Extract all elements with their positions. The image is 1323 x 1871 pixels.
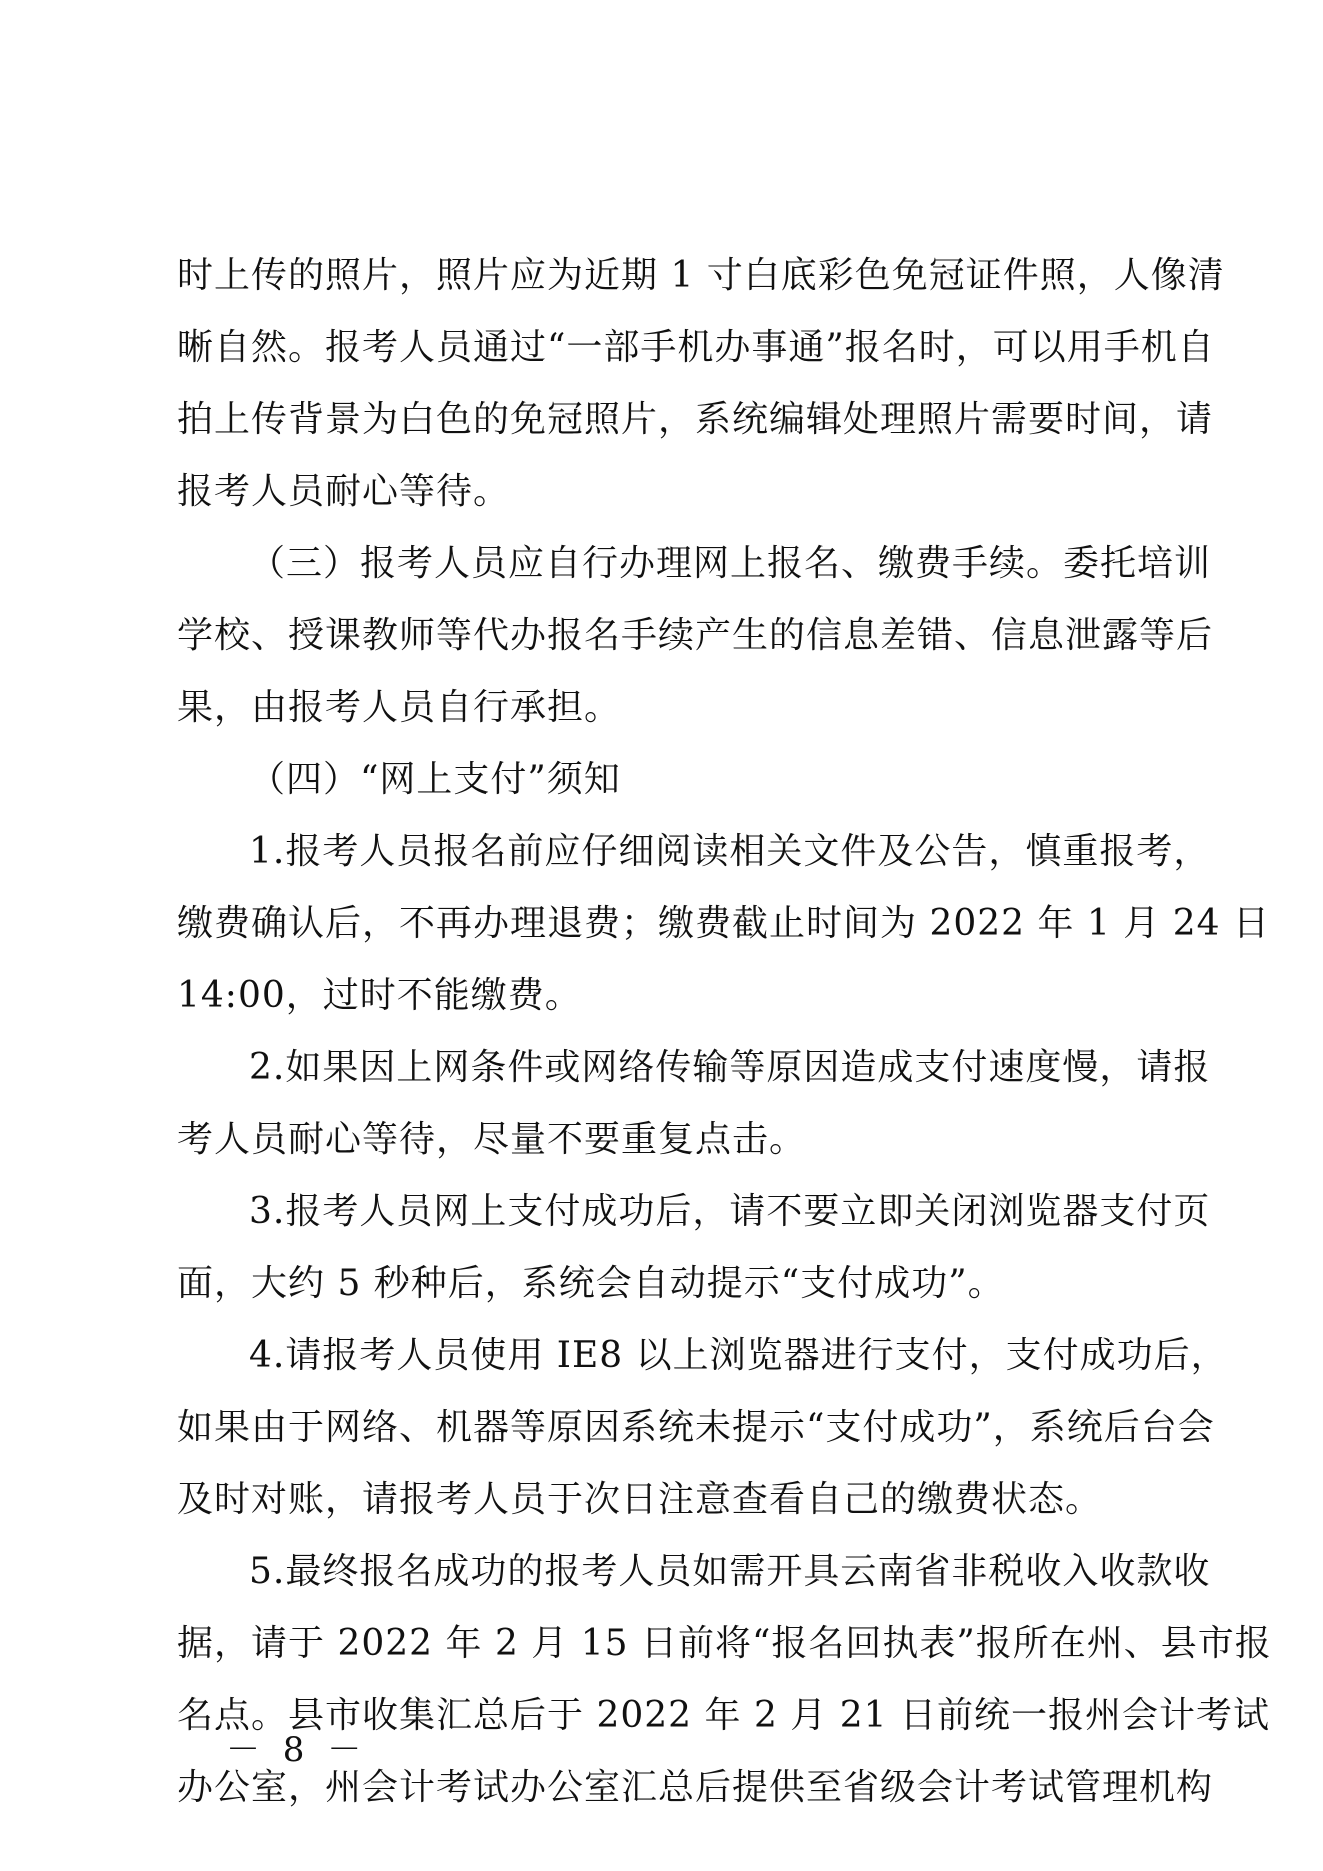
text-line: 5.最终报名成功的报考人员如需开具云南省非税收入收款收 [249, 1551, 1211, 1592]
document-body [177, 240, 1272, 1824]
text-line: 拍上传背景为白色的免冠照片，系统编辑处理照片需要时间，请 [177, 399, 1214, 440]
text-line: 果，由报考人员自行承担。 [177, 687, 622, 728]
paragraph-item-5 [177, 1536, 1272, 1824]
paragraph-section-4-heading [177, 744, 1152, 816]
paragraph-item-2 [177, 1032, 1211, 1176]
text-line: 及时对账，请报考人员于次日注意查看自己的缴费状态。 [177, 1479, 1103, 1520]
text-line: 报考人员耐心等待。 [177, 471, 511, 512]
text-line: 1.报考人员报名前应仔细阅读相关文件及公告，慎重报考， [249, 831, 1211, 872]
paragraph-photo-requirements [177, 240, 1225, 528]
text-line: 4.请报考人员使用 IE8 以上浏览器进行支付，支付成功后， [249, 1335, 1228, 1376]
text-line: 如果由于网络、机器等原因系统未提示“支付成功”，系统后台会 [177, 1407, 1215, 1448]
text-line: 2.如果因上网条件或网络传输等原因造成支付速度慢，请报 [249, 1047, 1211, 1088]
text-line: 据，请于 2022 年 2 月 15 日前将“报名回执表”报所在州、县市报 [177, 1623, 1272, 1664]
paragraph-section-3 [177, 528, 1214, 744]
paragraph-item-4 [177, 1320, 1228, 1536]
text-line: 考人员耐心等待，尽量不要重复点击。 [177, 1119, 807, 1160]
text-line: 面，大约 5 秒种后，系统会自动提示“支付成功”。 [177, 1263, 1005, 1304]
paragraph-item-1 [177, 816, 1270, 1032]
text-line: 14:00，过时不能缴费。 [177, 975, 582, 1016]
page-number: － 8 － [226, 1730, 368, 1770]
text-line: 学校、授课教师等代办报名手续产生的信息差错、信息泄露等后 [177, 615, 1214, 656]
text-line: （三）报考人员应自行办理网上报名、缴费手续。委托培训 [249, 543, 1212, 584]
section-heading: （四）“网上支付”须知 [249, 759, 621, 800]
text-line: 名点。县市收集汇总后于 2022 年 2 月 21 日前统一报州会计考试 [177, 1695, 1270, 1736]
text-line: 缴费确认后，不再办理退费；缴费截止时间为 2022 年 1 月 24 日 [177, 903, 1270, 944]
paragraph-item-3 [177, 1176, 1211, 1320]
text-line: 3.报考人员网上支付成功后，请不要立即关闭浏览器支付页 [249, 1191, 1211, 1232]
text-line: 时上传的照片，照片应为近期 1 寸白底彩色免冠证件照，人像清 [177, 255, 1225, 296]
text-line: 晰自然。报考人员通过“一部手机办事通”报名时，可以用手机自 [177, 327, 1215, 368]
text-line: 办公室，州会计考试办公室汇总后提供至省级会计考试管理机构 [177, 1767, 1214, 1808]
